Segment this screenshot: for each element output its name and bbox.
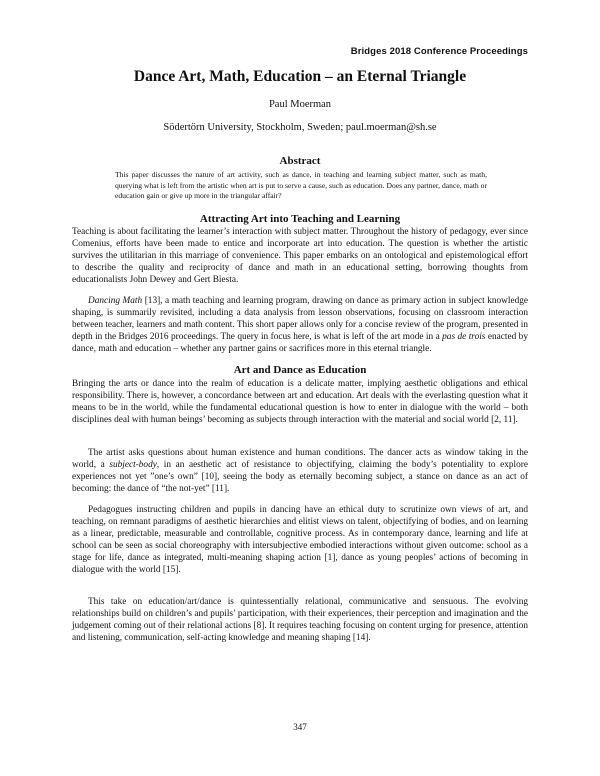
program-title-emphasis: Dancing Math (88, 296, 143, 306)
section-2-paragraph-3: Pedagogues instructing children and pupils in dancing have an ethical duty to scrutinize own views of art, and teaching, on remnant paradigms of aesthetic hierarchies and elitist views on talent, objectifying of bodies, and on learning as a linear, predictable, measurable and controllable, cognitive process. As in contemporary dance, learning and life at school can be seen as social choreography with intersubjective embodied interactions without given outcome: school as a stage for life, dance as integrated, multi-meaning shaping action [1], dance as young peoples’ actions of becoming in dialogue with the world [15]. (72, 505, 528, 575)
section-heading-attracting-art: Attracting Art into Teaching and Learning (199, 213, 401, 225)
section-2-paragraph-2-part-a: The artist asks questions about human existence and human conditions. The dancer acts as window taking in the world, a (72, 448, 528, 470)
running-header: Bridges 2018 Conference Proceedings (350, 46, 528, 57)
section-1-paragraph-1: Teaching is about facilitating the learner’s interaction with subject matter. Throughout the history of pedagogy, ever since Comenius, efforts have been made to entice and incorporate art into education. The question is whether the artistic survives the utilitarian in this marriage of convenience. This paper embarks on an ontological and epistemological effort to describe the quality and reciprocity of dance and math in an educational setting, borrowing thoughts from educationalists John Dewey and Gert Biesta. (72, 227, 528, 285)
abstract-heading: Abstract (279, 155, 321, 167)
abstract-text: This paper discusses the nature of art activity, such as dance, in teaching and learning subject matter, such as math, querying what is left from the artistic when art is put to serve a cause, such as education. Does any partner, dance, math or education gain or give up more in the triangular affair? (115, 170, 487, 200)
section-2-paragraph-2 (72, 448, 528, 496)
page-number: 347 (293, 722, 307, 732)
subject-body-emphasis: subject-body (109, 459, 157, 470)
section-1-paragraph-2 (72, 296, 528, 356)
section-heading-art-and-dance: Art and Dance as Education (233, 364, 367, 376)
author-name: Paul Moerman (268, 99, 332, 110)
section-1-paragraph-2-part-a: [13], a math teaching and learning program, drawing on dance as primary action in subject knowledge shaping, is summarily revisited, including a data analysis from lesson observations, focusing on classroom interaction between teacher, learners and math content. This short paper allows only for a concise review of the program, presented in depth in the Bridges 2016 proceedings. The query in focus here, is what is left of the art mode in a (72, 296, 529, 342)
pas-de-trois-emphasis: pas de trois (442, 331, 486, 342)
section-1-paragraph-2-part-b: enacted by dance, math and education – whether any partner gains or sacrifices more in this eternal triangle. (72, 331, 528, 354)
section-2-paragraph-4: This take on education/art/dance is quintessentially relational, communicative and sensuous. The evolving relationships build on children’s and pupils’ participation, with their experiences, their perception and imagination and the judgement coming out of their relational actions [8]. It requires teaching focusing on content urging for presence, attention and listening, communication, self-acting knowledge and meaning shaping [14]. (72, 597, 529, 643)
paper-title: Dance Art, Math, Education – an Eternal Triangle (133, 68, 467, 85)
section-2-paragraph-2-part-b: , in an aesthetic act of resistance to objectifying, claiming the body’s potentiality to explore experiences not yet ”one’s own” [10], seeing the body as eternally becoming subject, a stance on dance as an act of becoming: the dance of “the not-yet” [11]. (72, 459, 528, 494)
author-affiliation: Södertörn University, Stockholm, Sweden; paul.moerman@sh.se (163, 122, 437, 133)
section-2-paragraph-1: Bringing the arts or dance into the realm of education is a delicate matter, implying aesthetic obligations and ethical responsibility. There is, however, a concordance between art and education. Art deals with the everlasting question what it means to be in the world, while the fundamental educational question is how to enter in dialogue with the world – both disciplines deal with human beings’ becoming as subjects through interaction with the material and social world [2, 11]. (72, 379, 528, 425)
